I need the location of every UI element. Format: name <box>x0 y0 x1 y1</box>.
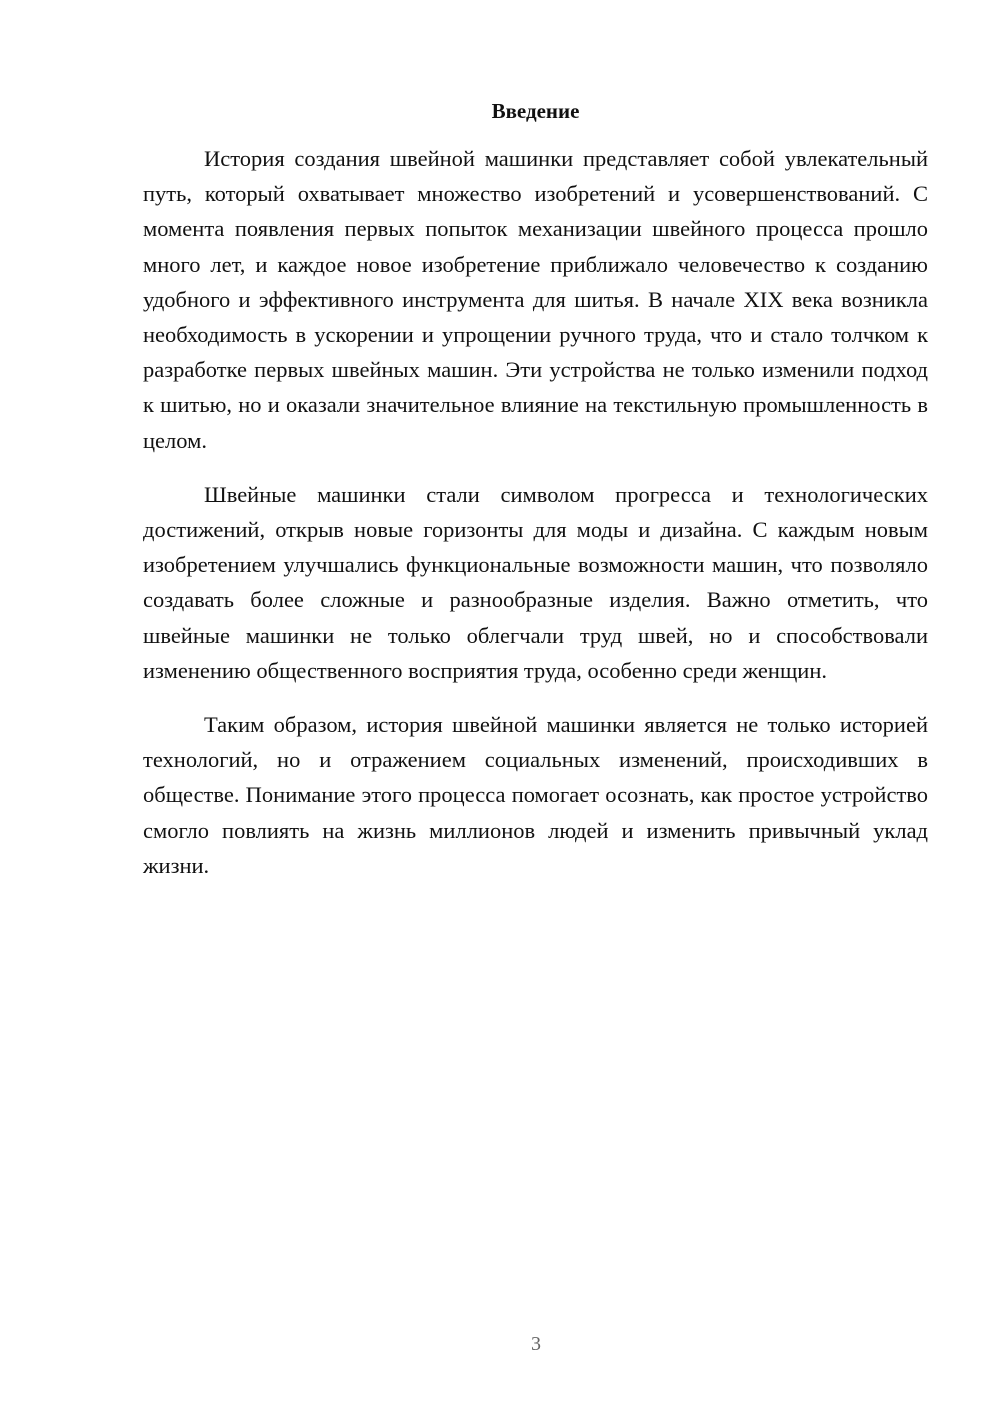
paragraph-3: Таким образом, история швейной машинки является не только историей технологий, но и отражением социальных изменений, происходивших в обществе. Понимание этого процесса помогает осознать, как простое устройство смогло повлиять на жизнь миллионов людей и изменить привычный уклад жизни. <box>143 712 928 878</box>
paragraph-2: Швейные машинки стали символом прогресса и технологических достижений, открыв новые горизонты для моды и дизайна. С каждым новым изобретением улучшались функциональные возможности машин, что позволяло создавать более сложные и разнообразные изделия. Важно отметить, что швейные машинки не только облегчали труд швей, но и способствовали изменению общественного восприятия труда, особенно среди женщин. <box>143 481 928 683</box>
section-title: Введение <box>491 99 580 123</box>
page-content <box>143 94 928 902</box>
paragraph-1: История создания швейной машинки представляет собой увлекательный путь, который охватывает множество изобретений и усовершенствований. С момента появления первых попыток механизации швейного процесса прошло много лет, и каждое новое изобретение приближало человечество к созданию удобного и эффективного инструмента для шитья. В начале XIX века возникла необходимость в ускорении и упрощении ручного труда, что и стало толчком к разработке первых швейных машин. Эти устройства не только изменили подход к шитью, но и оказали значительное влияние на текстильную промышленность в целом. <box>143 146 928 453</box>
page-number: 3 <box>531 1333 541 1355</box>
